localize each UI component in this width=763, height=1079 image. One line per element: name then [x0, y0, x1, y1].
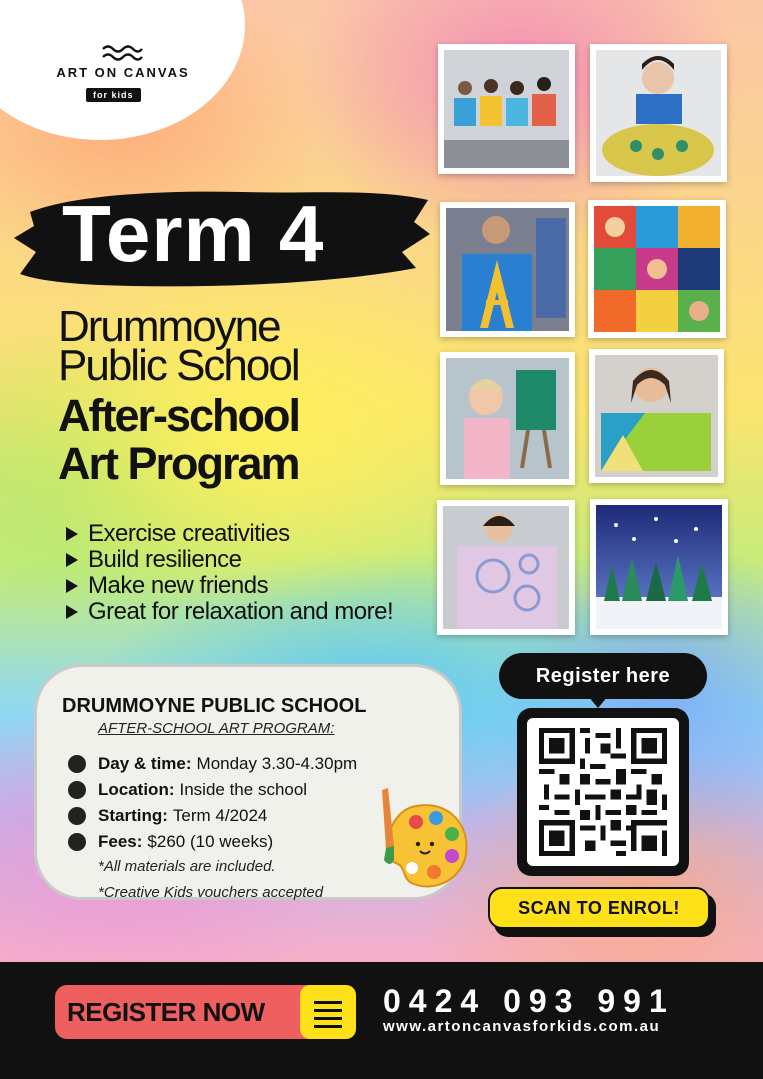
info-card-title: DRUMMOYNE PUBLIC SCHOOL — [62, 695, 367, 717]
info-card-subtitle: AFTER-SCHOOL ART PROGRAM: — [98, 720, 335, 737]
arrow-bullet-icon — [66, 527, 78, 541]
phone-number[interactable]: 0424 093 991 — [383, 983, 675, 1019]
arrow-bullet-icon — [66, 605, 78, 619]
materials-note: *All materials are included. — [98, 858, 276, 875]
bullet-dot-icon — [68, 833, 86, 851]
qr-code-frame[interactable] — [517, 708, 689, 876]
bullet-dot-icon — [68, 781, 86, 799]
girl-with-peacock-painting-photo — [590, 44, 727, 182]
scan-to-enrol-label: SCAN TO ENROL! — [488, 887, 710, 929]
girl-with-bubbles-painting-photo — [437, 500, 575, 635]
info-day-time: Day & time: Monday 3.30-4.30pm — [68, 754, 357, 774]
girl-with-landscape-painting-photo — [589, 349, 724, 483]
benefit-item: Great for relaxation and more! — [66, 599, 436, 625]
info-starting: Starting: Term 4/2024 — [68, 806, 267, 826]
term-title: Term 4 — [62, 189, 325, 278]
benefit-item: Make new friends — [66, 573, 436, 599]
wave-icon — [101, 43, 143, 63]
school-name-line2: Public School — [58, 341, 299, 390]
vouchers-note: *Creative Kids vouchers accepted — [98, 884, 324, 901]
children-holding-paintings-photo — [438, 44, 575, 174]
program-title-line1: After-school — [58, 390, 300, 441]
paint-palette-icon — [372, 786, 472, 896]
register-here-label: Register here — [499, 653, 707, 699]
info-fees: Fees: $260 (10 weeks) — [68, 832, 273, 852]
benefits-list — [66, 521, 436, 625]
school-name-line1: Drummoyne — [58, 302, 280, 351]
register-now-button[interactable]: REGISTER NOW — [55, 985, 315, 1039]
winter-trees-painting-photo — [590, 499, 728, 635]
program-title-line2: Art Program — [58, 438, 299, 489]
info-location: Location: Inside the school — [68, 780, 307, 800]
qr-code-icon[interactable] — [537, 728, 669, 856]
speech-tail — [588, 696, 608, 708]
benefit-item: Build resilience — [66, 547, 436, 573]
arrow-bullet-icon — [66, 579, 78, 593]
colorful-face-paintings-photo — [588, 200, 726, 338]
website-link[interactable]: www.artoncanvasforkids.com.au — [383, 1018, 661, 1035]
document-lines-icon[interactable] — [300, 985, 356, 1039]
arrow-bullet-icon — [66, 553, 78, 567]
logo-subtitle: for kids — [86, 88, 141, 102]
bullet-dot-icon — [68, 807, 86, 825]
logo-name: ART ON CANVAS — [56, 65, 190, 80]
bullet-dot-icon — [68, 755, 86, 773]
girl-with-easel-painting-photo — [440, 352, 575, 485]
benefit-item: Exercise creativities — [66, 521, 436, 547]
boy-with-eiffel-tower-painting-photo — [440, 202, 575, 337]
